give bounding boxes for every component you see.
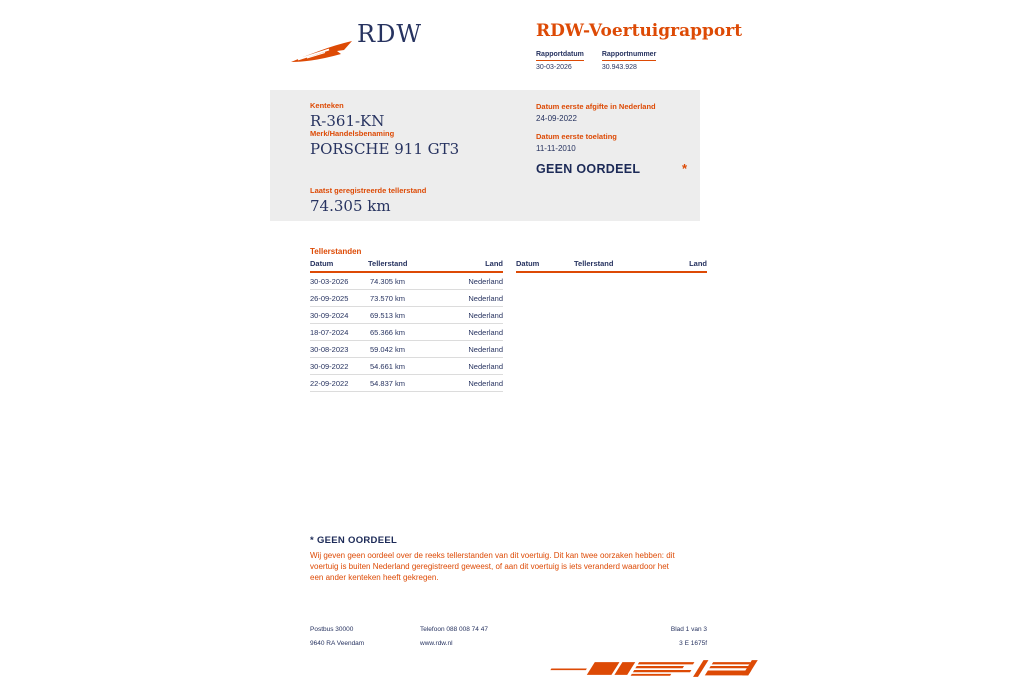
table-cell: 54.837 km bbox=[368, 375, 446, 392]
column-header-land: Land bbox=[446, 257, 503, 272]
toelating-value: 11-11-2010 bbox=[536, 144, 576, 153]
kenteken-label: Kenteken bbox=[310, 101, 344, 110]
table-cell: 30-03-2026 bbox=[310, 272, 368, 290]
table-cell: Nederland bbox=[446, 307, 503, 324]
report-date-field bbox=[536, 51, 584, 71]
afgifte-value: 24-09-2022 bbox=[536, 114, 577, 123]
table-cell: 26-09-2025 bbox=[310, 290, 368, 307]
rdw-page-flag-icon bbox=[546, 658, 758, 680]
table-cell: 30-08-2023 bbox=[310, 341, 368, 358]
table-cell: 54.661 km bbox=[368, 358, 446, 375]
merk-value: PORSCHE 911 GT3 bbox=[310, 140, 460, 158]
table-cell: 22-09-2022 bbox=[310, 375, 368, 392]
report-date-label: Rapportdatum bbox=[536, 51, 584, 61]
column-header-tellerstand: Tellerstand bbox=[368, 257, 446, 272]
laatste-tellerstand-field bbox=[310, 186, 426, 215]
table-row bbox=[310, 272, 503, 290]
column-header-tellerstand: Tellerstand bbox=[574, 257, 652, 272]
footnote-title-text: GEEN OORDEEL bbox=[316, 535, 398, 546]
table-cell: 18-07-2024 bbox=[310, 324, 368, 341]
table-cell: Nederland bbox=[446, 375, 503, 392]
footer-page-number: Blad 1 van 3 bbox=[670, 626, 707, 633]
footer-contact bbox=[420, 626, 488, 654]
table-row bbox=[310, 375, 503, 392]
footer-form-code: 3 E 1675f bbox=[679, 640, 707, 647]
tellerstanden-table-right bbox=[516, 257, 707, 392]
column-header-datum: Datum bbox=[516, 257, 574, 272]
table-cell: 74.305 km bbox=[368, 272, 446, 290]
afgifte-label: Datum eerste afgifte in Nederland bbox=[536, 102, 656, 111]
report-title: RDW-Voertuigrapport bbox=[536, 21, 743, 41]
report-number-field bbox=[602, 51, 656, 71]
kenteken-value: R-361-KN bbox=[310, 112, 385, 130]
tellerstanden-table-body-empty bbox=[516, 272, 707, 391]
table-row bbox=[310, 358, 503, 375]
table-header-row bbox=[310, 257, 503, 272]
tellerstanden-table-left bbox=[310, 257, 503, 392]
toelating-label: Datum eerste toelating bbox=[536, 132, 617, 141]
table-cell: Nederland bbox=[446, 272, 503, 290]
table-cell: Nederland bbox=[446, 358, 503, 375]
toelating-field bbox=[536, 132, 617, 153]
laatste-tellerstand-value: 74.305 km bbox=[310, 197, 391, 215]
tellerstanden-table-body bbox=[310, 272, 503, 392]
afgifte-field bbox=[536, 102, 656, 123]
report-number-value: 30.943.928 bbox=[601, 63, 637, 71]
merk-label: Merk/Handelsbenaming bbox=[310, 129, 395, 138]
vehicle-summary-box bbox=[270, 90, 700, 221]
report-meta bbox=[536, 51, 656, 71]
table-cell: 69.513 km bbox=[368, 307, 446, 324]
table-cell: Nederland bbox=[446, 324, 503, 341]
footnote-asterisk: * bbox=[310, 535, 314, 546]
footer-page-info bbox=[580, 626, 707, 654]
rdw-logo-flag-icon bbox=[291, 41, 353, 63]
column-header-land: Land bbox=[652, 257, 707, 272]
laatste-tellerstand-label: Laatst geregistreerde tellerstand bbox=[310, 186, 427, 195]
merk-field bbox=[310, 129, 459, 158]
footer-address bbox=[310, 626, 364, 654]
kenteken-field bbox=[310, 101, 384, 130]
footer-phone: Telefoon 088 008 74 47 bbox=[420, 626, 488, 633]
table-row bbox=[310, 324, 503, 341]
table-cell: 30-09-2022 bbox=[310, 358, 368, 375]
report-number-label: Rapportnummer bbox=[602, 51, 656, 61]
table-cell: 65.366 km bbox=[368, 324, 446, 341]
table-cell: 73.570 km bbox=[368, 290, 446, 307]
footnote-body: Wij geven geen oordeel over de reeks tellerstanden van dit voertuig. Dit kan twee oorzaken hebben: dit voertuig is buiten Nederland geregistreerd geweest, of aan dit voertuig is iets veranderd waardoor het een ander kenteken heeft gekregen. bbox=[310, 551, 675, 582]
footnote-title bbox=[310, 535, 684, 546]
table-cell: Nederland bbox=[446, 290, 503, 307]
tellerstanden-section-title: Tellerstanden bbox=[310, 247, 362, 256]
table-row bbox=[310, 307, 503, 324]
verdict-text: GEEN OORDEEL bbox=[536, 162, 641, 176]
rdw-logo-text: RDW bbox=[357, 20, 422, 48]
table-cell: 59.042 km bbox=[368, 341, 446, 358]
footer-address-line2: 9640 RA Veendam bbox=[310, 640, 365, 647]
verdict-asterisk: * bbox=[682, 161, 688, 176]
tellerstanden-tables bbox=[310, 257, 707, 392]
footer-address-line1: Postbus 30000 bbox=[310, 626, 354, 633]
table-row bbox=[310, 341, 503, 358]
table-cell: Nederland bbox=[446, 341, 503, 358]
table-cell: 30-09-2024 bbox=[310, 307, 368, 324]
column-header-datum: Datum bbox=[310, 257, 368, 272]
table-row bbox=[310, 290, 503, 307]
footnote-section bbox=[310, 535, 684, 583]
footer-website-link[interactable]: www.rdw.nl bbox=[420, 640, 453, 647]
report-date-value: 30-03-2026 bbox=[536, 63, 572, 71]
table-header-row bbox=[516, 257, 707, 272]
